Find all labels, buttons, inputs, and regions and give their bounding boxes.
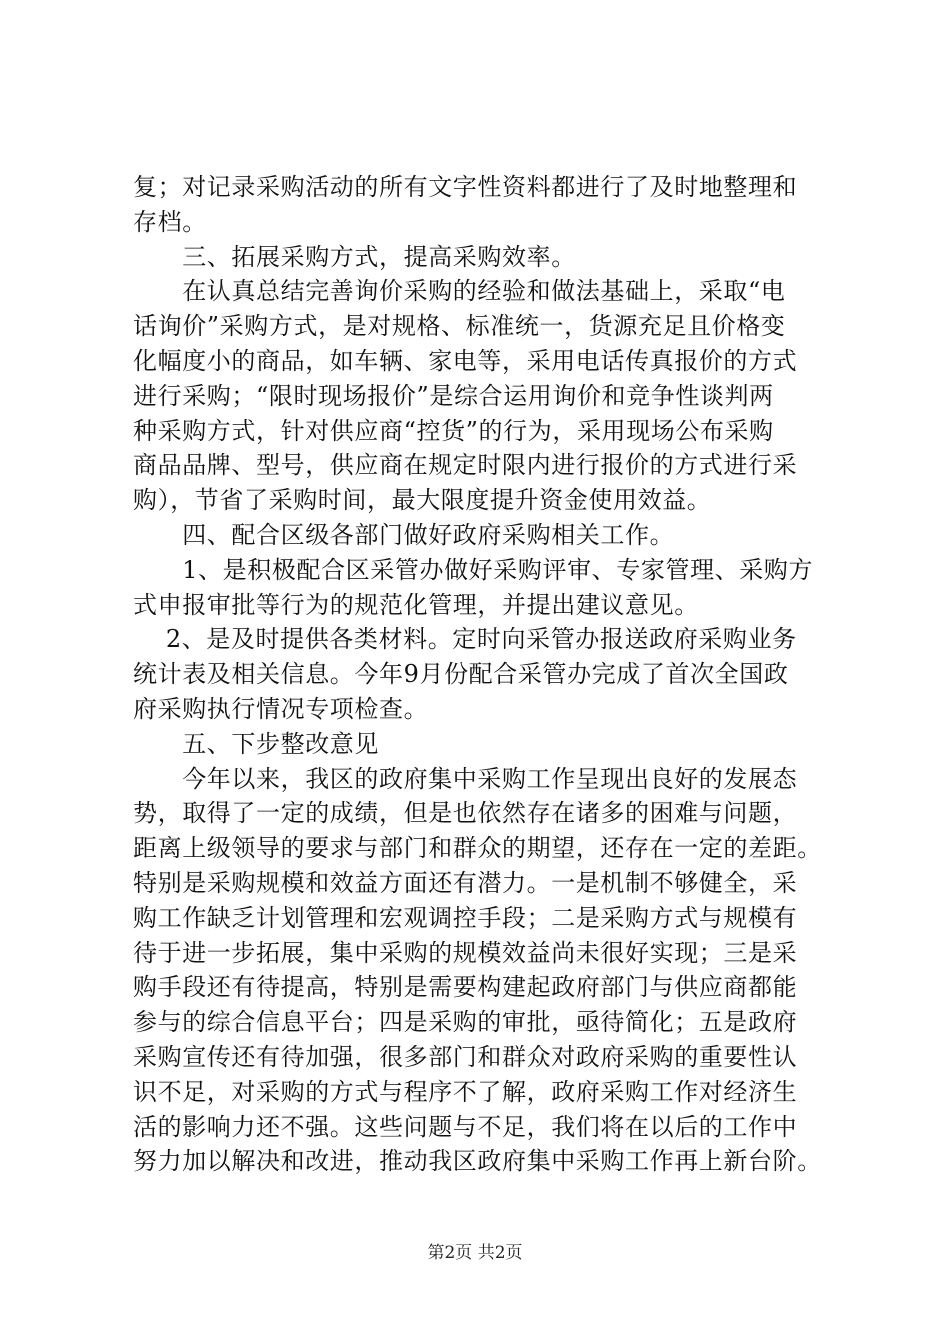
text-line: 购），节省了采购时间，最大限度提升资金使用效益。 bbox=[133, 486, 712, 515]
text-line: 今年以来，我区的政府集中采购工作呈现出良好的发展态 bbox=[133, 764, 798, 793]
section-heading-4: 四、配合区级各部门做好政府采购相关工作。 bbox=[133, 520, 675, 549]
text-line: 活的影响力还不强。这些问题与不足，我们将在以后的工作中 bbox=[133, 1112, 798, 1141]
text-line: 购工作缺乏计划管理和宏观调控手段；二是采购方式与规模有 bbox=[133, 903, 798, 932]
text-line: 1、是积极配合区采管办做好采购评审、专家管理、采购方 bbox=[133, 555, 814, 584]
document-body bbox=[133, 170, 833, 1179]
text-line: 在认真总结完善询价采购的经验和做法基础上，采取“电 bbox=[133, 277, 786, 306]
text-line: 购手段还有待提高，特别是需要构建起政府部门与供应商都能 bbox=[133, 973, 798, 1002]
page-footer bbox=[0, 1242, 950, 1264]
text-line: 距离上级领导的要求与部门和群众的期望，还存在一定的差距。 bbox=[133, 834, 822, 863]
text-line: 种采购方式，针对供应商“控货”的行为，采用现场公布采购 bbox=[133, 416, 774, 445]
text-line: 参与的综合信息平台；四是采购的审批，亟待简化；五是政府 bbox=[133, 1008, 798, 1037]
text-line: 话询价”采购方式，是对规格、标准统一，货源充足且价格变 bbox=[133, 312, 786, 341]
text-line: 存档。 bbox=[133, 207, 207, 236]
text-line: 商品品牌、型号，供应商在规定时限内进行报价的方式进行采 bbox=[133, 451, 798, 480]
text-line: 府采购执行情况专项检查。 bbox=[133, 694, 429, 723]
text-line: 化幅度小的商品，如车辆、家电等，采用电话传真报价的方式 bbox=[133, 346, 798, 375]
text-line: 采购宣传还有待加强，很多部门和群众对政府采购的重要性认 bbox=[133, 1042, 798, 1071]
section-heading-5: 五、下步整改意见 bbox=[133, 729, 379, 758]
section-heading-3: 三、拓展采购方式，提高采购效率。 bbox=[133, 242, 576, 271]
text-line: 势，取得了一定的成绩，但是也依然存在诸多的困难与问题， bbox=[133, 799, 798, 828]
text-line: 进行采购；“限时现场报价”是综合运用询价和竞争性谈判两 bbox=[133, 381, 774, 410]
text-line: 特别是采购规模和效益方面还有潜力。一是机制不够健全，采 bbox=[133, 868, 798, 897]
page-number: 第2页 共2页 bbox=[427, 1243, 523, 1263]
text-line: 识不足，对采购的方式与程序不了解，政府采购工作对经济生 bbox=[133, 1077, 798, 1106]
text-line: 统计表及相关信息。今年9月份配合采管办完成了首次全国政 bbox=[133, 660, 789, 689]
text-line: 2、是及时提供各类材料。定时向采管办报送政府采购业务 bbox=[133, 625, 797, 654]
text-line: 努力加以解决和改进，推动我区政府集中采购工作再上新台阶。 bbox=[133, 1147, 822, 1176]
text-line: 待于进一步拓展，集中采购的规模效益尚未很好实现；三是采 bbox=[133, 938, 798, 967]
text-line: 式申报审批等行为的规范化管理，并提出建议意见。 bbox=[133, 590, 699, 619]
text-line: 复；对记录采购活动的所有文字性资料都进行了及时地整理和 bbox=[133, 173, 798, 201]
